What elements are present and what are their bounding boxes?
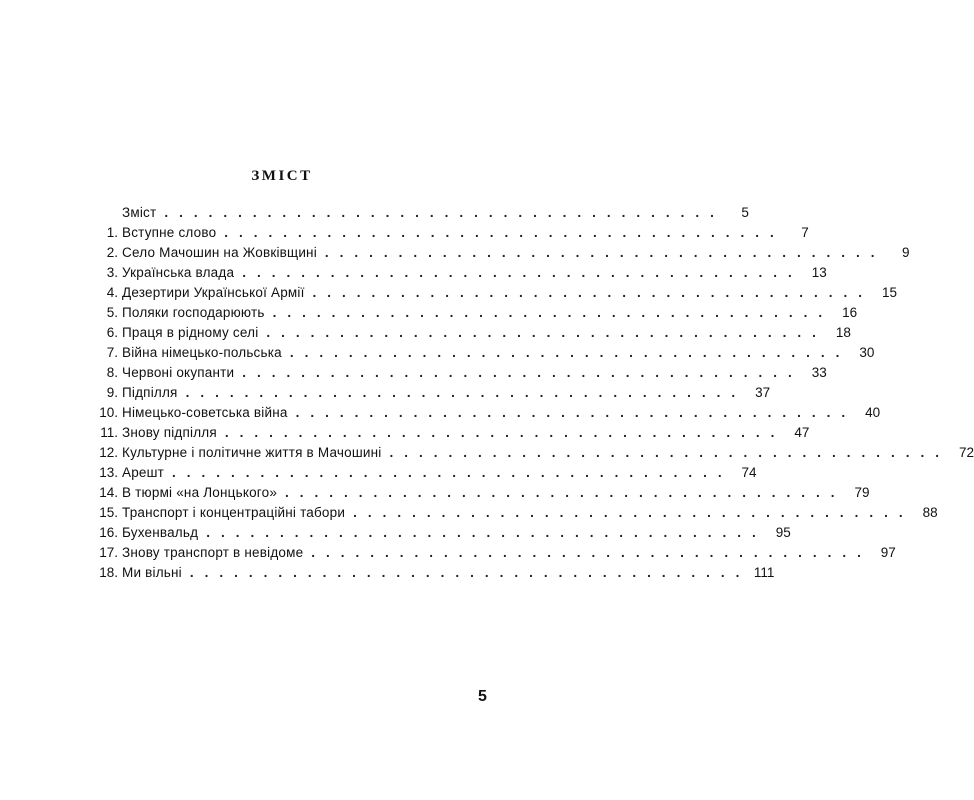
toc-entry	[88, 223, 809, 243]
toc-entry-page: 16	[842, 305, 858, 320]
toc-entry	[88, 363, 827, 383]
toc-entry	[88, 563, 775, 583]
toc-leader-dots: ......................................	[353, 505, 914, 520]
toc-entry-title: Арешт	[122, 465, 165, 480]
toc-entry-number: 8.	[106, 365, 118, 380]
toc-entry-number: 3.	[106, 265, 118, 280]
toc-entry-number: 14.	[99, 485, 118, 500]
toc-entry-title: Вступне слово	[122, 225, 217, 240]
toc-entry-page: 7	[801, 225, 809, 240]
toc-leader-dots: ......................................	[266, 325, 827, 340]
toc-leader-dots: ......................................	[285, 485, 846, 500]
toc-entry-page: 74	[741, 465, 757, 480]
table-of-contents	[88, 203, 974, 583]
toc-leader-dots: ......................................	[312, 285, 874, 300]
toc-entry-title: В тюрмі «на Лонцького»	[122, 485, 278, 500]
toc-entry-title: Ми вільні	[122, 565, 182, 580]
toc-entry-title: Транспорт і концентраційні табори	[122, 505, 346, 520]
toc-entry	[88, 503, 938, 523]
toc-entry	[88, 483, 870, 503]
toc-entry-number: 17.	[99, 545, 118, 560]
toc-leader-dots: ......................................	[164, 205, 725, 220]
toc-entry-page: 111	[753, 565, 775, 580]
toc-leader-dots: ......................................	[242, 265, 803, 280]
toc-leader-dots: ......................................	[242, 365, 803, 380]
toc-entry-page: 95	[775, 525, 791, 540]
toc-entry-page: 37	[755, 385, 771, 400]
toc-entry-number: 16.	[99, 525, 118, 540]
toc-entry	[88, 463, 757, 483]
toc-entry	[88, 403, 881, 423]
toc-entry-number: 5.	[106, 305, 118, 320]
toc-entry	[88, 203, 749, 223]
toc-entry	[88, 383, 771, 403]
toc-entry	[88, 243, 910, 263]
toc-leader-dots: ......................................	[295, 405, 857, 420]
toc-entry-page: 72	[958, 445, 974, 460]
toc-entry	[88, 263, 827, 283]
toc-entry-number: 10.	[99, 405, 118, 420]
toc-entry-page: 47	[794, 425, 810, 440]
toc-leader-dots: ......................................	[272, 305, 834, 320]
toc-entry-page: 15	[882, 285, 898, 300]
toc-entry-title: Українська влада	[122, 265, 235, 280]
toc-entry-page: 79	[854, 485, 870, 500]
toc-entry-page: 40	[865, 405, 881, 420]
toc-entry-title: Село Мачошин на Жовківщині	[122, 245, 317, 260]
toc-leader-dots: ......................................	[185, 385, 747, 400]
toc-leader-dots: ......................................	[206, 525, 767, 540]
toc-entry	[88, 523, 791, 543]
toc-entry-number: 6.	[106, 325, 118, 340]
toc-leader-dots: ......................................	[224, 425, 786, 440]
toc-entry	[88, 423, 810, 443]
toc-entry-number: 11.	[100, 425, 118, 440]
toc-entry-title: Культурне і політичне життя в Мачошині	[122, 445, 382, 460]
toc-entry	[88, 323, 851, 343]
toc-entry-page: 13	[811, 265, 827, 280]
toc-leader-dots: ......................................	[172, 465, 733, 480]
toc-entry-title: Німецько-советська війна	[122, 405, 288, 420]
toc-entry-title: Бухенвальд	[122, 525, 199, 540]
toc-entry-title: Знову підпілля	[122, 425, 217, 440]
toc-entry-title: Праця в рідному селі	[122, 325, 259, 340]
toc-entry-page: 97	[880, 545, 896, 560]
toc-entry-title: Червоні окупанти	[122, 365, 235, 380]
toc-entry-number: 7.	[106, 345, 118, 360]
toc-entry-page: 33	[811, 365, 827, 380]
toc-entry-title: Зміст	[122, 205, 157, 220]
toc-entry-page: 30	[859, 345, 875, 360]
toc-entry	[88, 343, 875, 363]
toc-entry-number: 2.	[106, 245, 118, 260]
toc-entry	[88, 283, 898, 303]
toc-entry-title: Знову транспорт в невідоме	[122, 545, 304, 560]
toc-entry-number: 1.	[106, 225, 118, 240]
toc-leader-dots: ......................................	[389, 445, 950, 460]
toc-entry	[88, 303, 858, 323]
toc-entry-title: Підпілля	[122, 385, 178, 400]
toc-entry	[88, 543, 896, 563]
toc-leader-dots: ......................................	[311, 545, 872, 560]
toc-entry-page: 18	[835, 325, 851, 340]
toc-leader-dots: ......................................	[324, 245, 886, 260]
page-number: 5	[478, 688, 487, 705]
page-title: ЗМІСТ	[251, 168, 313, 184]
toc-entry-number: 13.	[99, 465, 118, 480]
toc-entry-number: 4.	[106, 285, 118, 300]
toc-entry-title: Війна німецько-польська	[122, 345, 282, 360]
toc-leader-dots: ......................................	[289, 345, 851, 360]
toc-leader-dots: ......................................	[189, 565, 751, 580]
toc-entry-number: 18.	[99, 565, 118, 580]
toc-entry-title: Дезертири Української Армії	[122, 285, 305, 300]
toc-entry	[88, 443, 974, 463]
toc-entry-number: 9.	[106, 385, 118, 400]
toc-leader-dots: ......................................	[224, 225, 785, 240]
toc-entry-page: 9	[901, 245, 910, 260]
toc-entry-title: Поляки господарюють	[122, 305, 265, 320]
toc-entry-page: 5	[741, 205, 749, 220]
toc-entry-number: 15.	[99, 505, 118, 520]
toc-entry-page: 88	[922, 505, 938, 520]
toc-entry-number: 12.	[99, 445, 118, 460]
